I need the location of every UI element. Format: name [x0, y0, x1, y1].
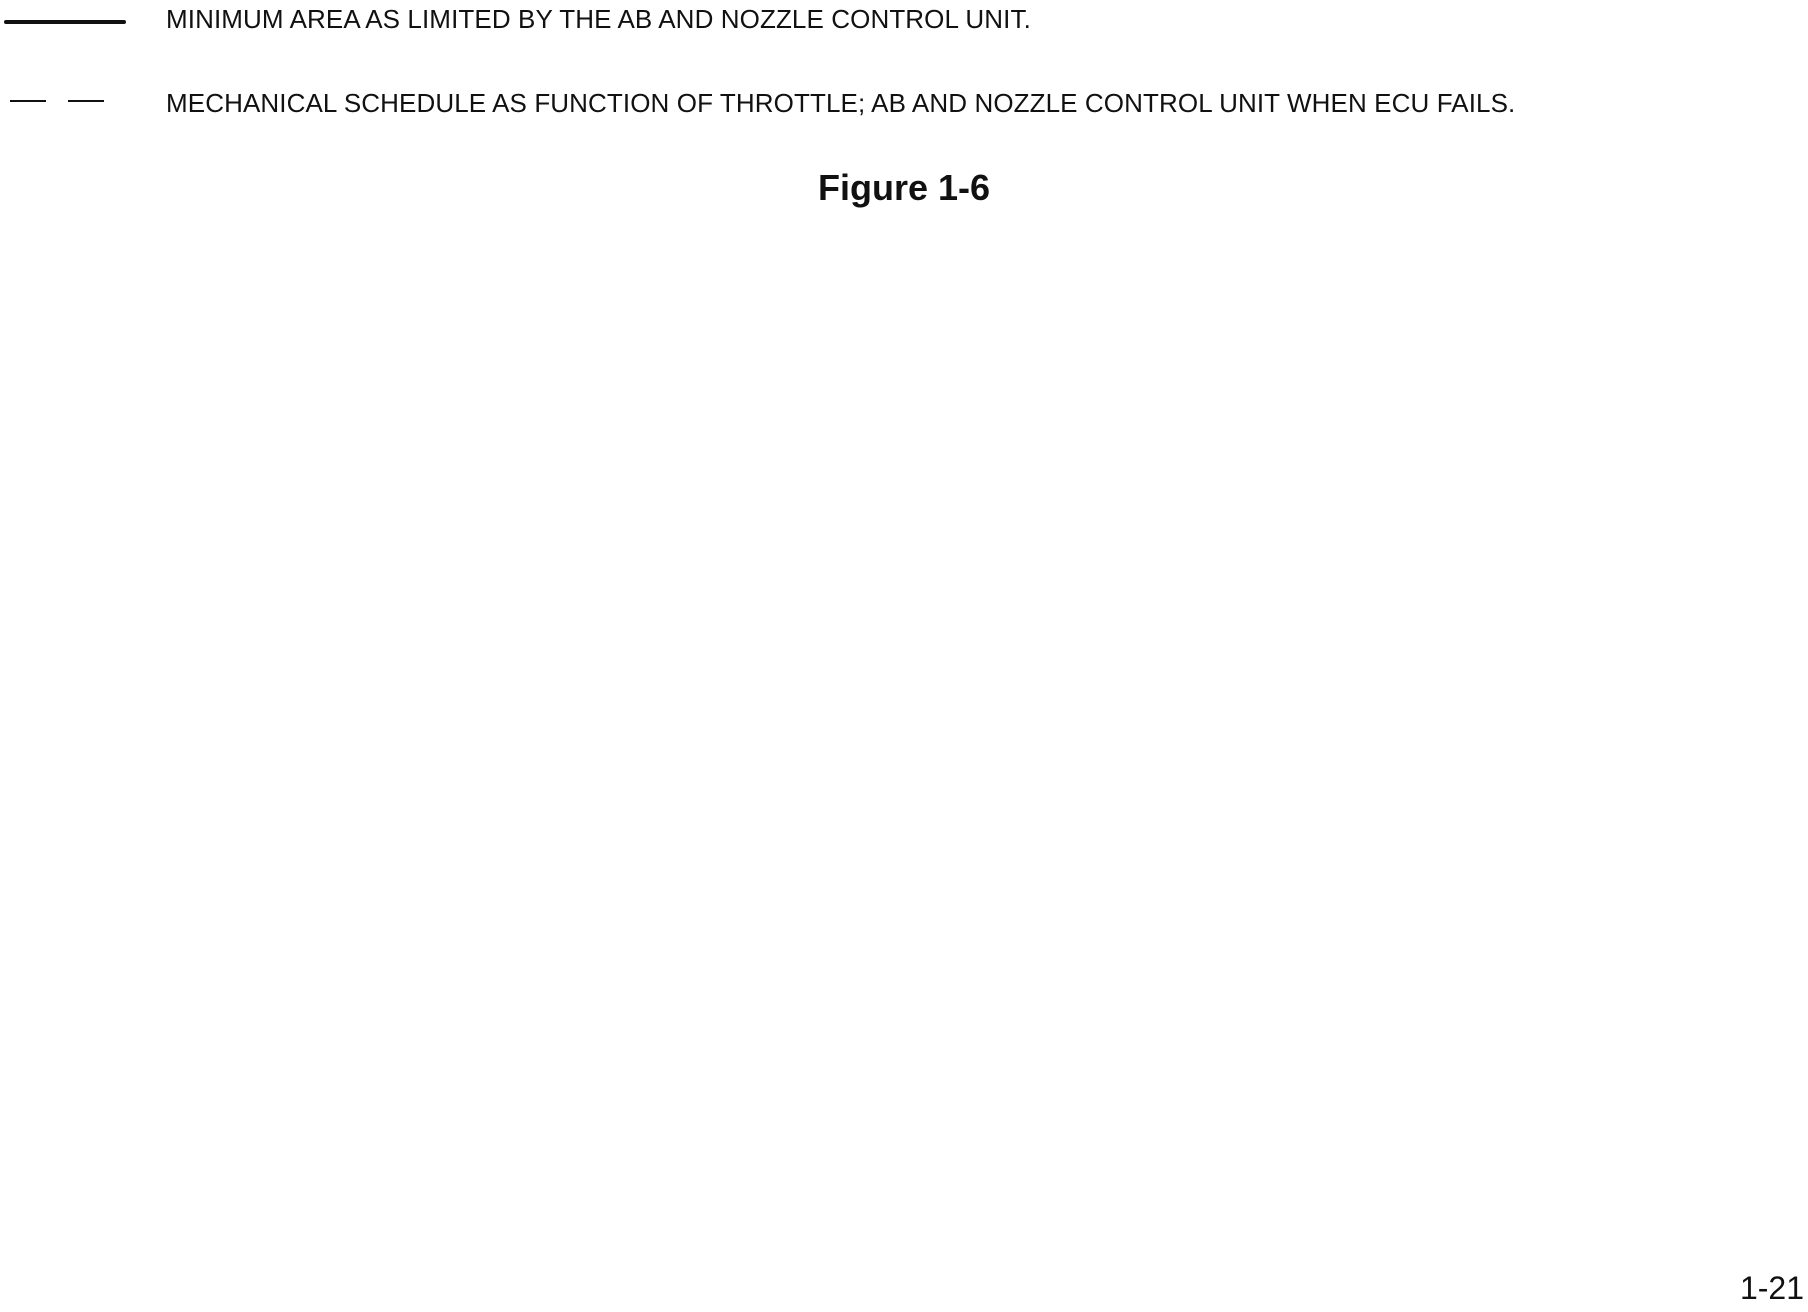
dashed-line-icon: [4, 95, 126, 107]
figure-caption: Figure 1-6: [817, 167, 991, 208]
legend-text-solid: MINIMUM AREA AS LIMITED BY THE AB AND NOZZLE CONTROL UNIT.: [166, 4, 1031, 34]
solid-line-icon: [4, 16, 126, 28]
legend-text-dashed: MECHANICAL SCHEDULE AS FUNCTION OF THROTTLE; AB AND NOZZLE CONTROL UNIT WHEN ECU FAILS.: [166, 88, 1516, 118]
page-number: 1-21: [1739, 1270, 1804, 1306]
